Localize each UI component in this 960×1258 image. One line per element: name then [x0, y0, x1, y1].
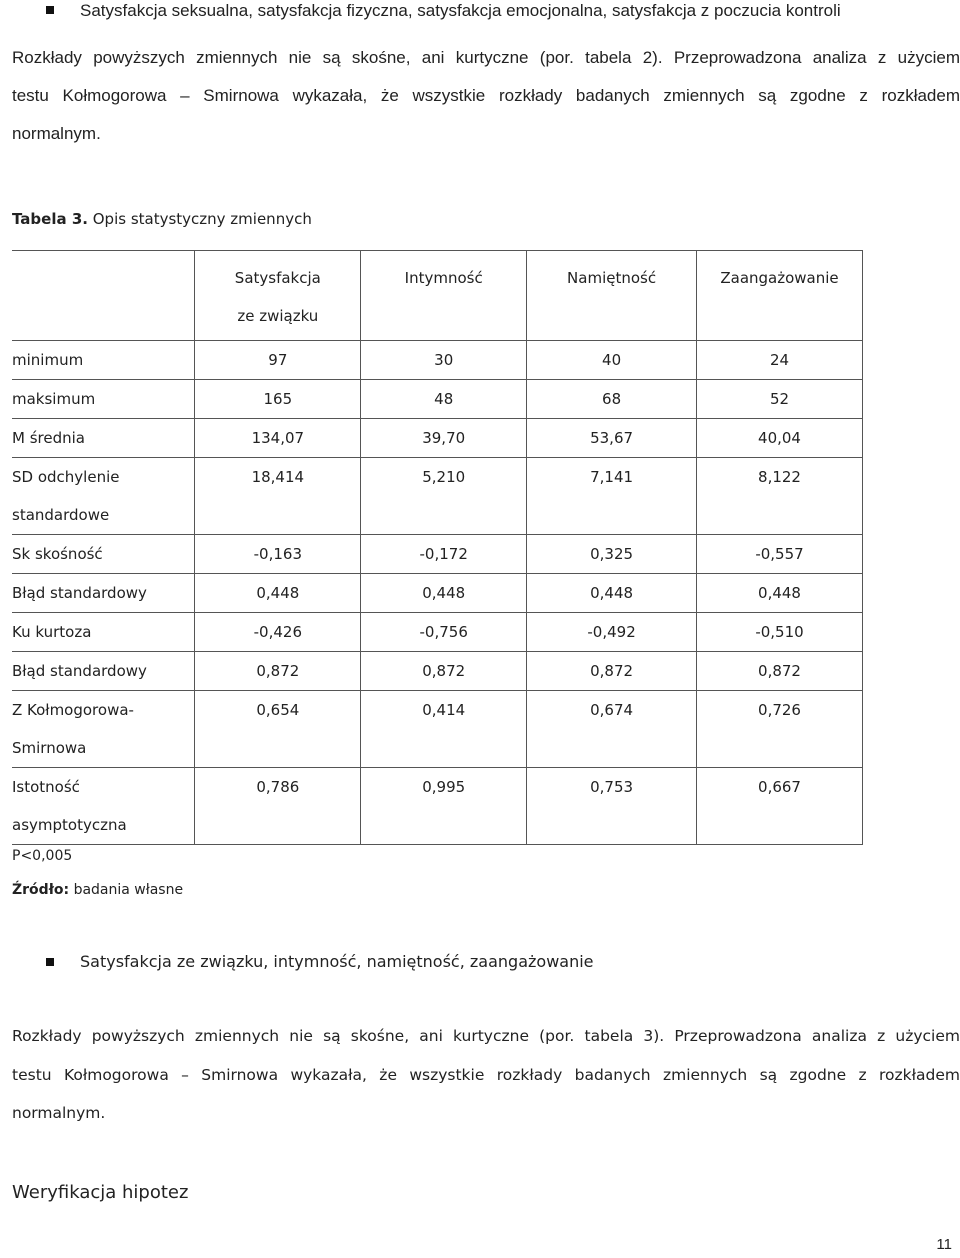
cell-value: 0,448	[590, 584, 634, 602]
table-cell-value	[697, 419, 863, 458]
table-caption-text: Opis statystyczny zmiennych	[92, 210, 312, 228]
table-row	[12, 768, 863, 845]
table-caption-label: Tabela 3.	[12, 210, 88, 228]
para2-line3: normalnym.	[12, 1104, 106, 1122]
table-cell-value	[195, 768, 361, 845]
top-bullet-text: Satysfakcja seksualna, satysfakcja fizyczna, satysfakcja emocjonalna, satysfakcja z poczucia kontroli	[80, 1, 841, 20]
row-label-line2: standardowe	[12, 506, 110, 524]
row-label	[12, 419, 195, 458]
bullet-marker	[46, 958, 54, 966]
cell-value: -0,163	[253, 545, 302, 563]
table-cell-value	[361, 613, 527, 652]
row-label	[12, 458, 195, 535]
cell-value: 48	[434, 390, 454, 408]
header-empty-cell	[12, 251, 195, 341]
cell-value: 18,414	[251, 468, 305, 486]
second-bullet-text: Satysfakcja ze związku, intymność, namiętność, zaangażowanie	[80, 952, 594, 971]
cell-value: 40	[602, 351, 622, 369]
table-cell-value	[361, 574, 527, 613]
cell-value: 40,04	[758, 429, 801, 447]
row-label-line2: Smirnowa	[12, 739, 87, 757]
row-label-line1: Istotność	[12, 778, 80, 796]
table-header-row	[12, 251, 863, 341]
table-cell-value	[527, 341, 697, 380]
table-cell-value	[195, 380, 361, 419]
cell-value: 0,448	[256, 584, 300, 602]
cell-value: -0,492	[587, 623, 636, 641]
row-label-line1: SD odchylenie	[12, 468, 120, 486]
table-cell-value	[361, 341, 527, 380]
table-cell-value	[361, 419, 527, 458]
row-label-line2: asymptotyczna	[12, 816, 127, 834]
statistics-table	[12, 250, 863, 845]
table-row	[12, 574, 863, 613]
table-cell-value	[697, 574, 863, 613]
table-cell-value	[195, 535, 361, 574]
row-label	[12, 652, 195, 691]
table-cell-value	[527, 691, 697, 768]
table-cell-value	[527, 535, 697, 574]
row-label	[12, 574, 195, 613]
cell-value: -0,172	[419, 545, 468, 563]
cell-value: 0,654	[256, 701, 300, 719]
table-cell-value	[361, 768, 527, 845]
table-cell-value	[697, 768, 863, 845]
cell-value: 7,141	[590, 468, 634, 486]
cell-value: 0,872	[256, 662, 300, 680]
row-label-line1: Ku kurtoza	[12, 623, 92, 641]
table-cell-value	[361, 652, 527, 691]
bullet-marker	[46, 6, 54, 14]
para1-line3: normalnym.	[12, 124, 101, 143]
table-cell-value	[195, 613, 361, 652]
table-row	[12, 380, 863, 419]
cell-value: 0,786	[256, 778, 300, 796]
table-row	[12, 458, 863, 535]
column-header-line1: Intymność	[404, 269, 483, 287]
p-value-note: P<0,005	[12, 848, 73, 864]
row-label	[12, 380, 195, 419]
row-label-line1: Sk skośność	[12, 545, 103, 563]
cell-value: 5,210	[422, 468, 466, 486]
cell-value: 0,995	[422, 778, 466, 796]
cell-value: 0,325	[590, 545, 634, 563]
cell-value: 30	[434, 351, 454, 369]
page-number: 11	[936, 1236, 952, 1253]
cell-value: 97	[268, 351, 288, 369]
cell-value: 0,872	[590, 662, 634, 680]
cell-value: 0,872	[422, 662, 466, 680]
cell-value: -0,510	[755, 623, 804, 641]
row-label-line1: Błąd standardowy	[12, 584, 147, 602]
cell-value: -0,756	[419, 623, 468, 641]
cell-value: 68	[602, 390, 622, 408]
source-note	[12, 882, 183, 898]
table-cell-value	[697, 458, 863, 535]
cell-value: 0,448	[758, 584, 801, 602]
table-cell-value	[361, 458, 527, 535]
table-cell-value	[697, 535, 863, 574]
cell-value: 8,122	[758, 468, 801, 486]
table-cell-value	[527, 419, 697, 458]
column-header-line1: Zaangażowanie	[720, 269, 839, 287]
table-cell-value	[195, 341, 361, 380]
para1-line2: testu Kołmogorowa – Smirnowa wykazała, że wszystkie rozkłady badanych zmiennych są zgodne z rozkładem	[12, 86, 960, 105]
row-label-line1: Z Kołmogorowa-	[12, 701, 134, 719]
row-label	[12, 691, 195, 768]
column-header	[195, 251, 361, 341]
table-cell-value	[361, 380, 527, 419]
column-header-line1: Namiętność	[567, 269, 657, 287]
cell-value: 0,448	[422, 584, 466, 602]
cell-value: -0,557	[755, 545, 804, 563]
source-label: Źródło:	[12, 882, 70, 898]
table-cell-value	[527, 768, 697, 845]
cell-value: 52	[769, 390, 790, 408]
column-header	[527, 251, 697, 341]
row-label-line1: Błąd standardowy	[12, 662, 147, 680]
cell-value: 0,753	[590, 778, 634, 796]
table-cell-value	[195, 458, 361, 535]
table-row	[12, 341, 863, 380]
table-cell-value	[195, 652, 361, 691]
column-header-line1: Satysfakcja	[234, 269, 321, 287]
table-cell-value	[527, 458, 697, 535]
cell-value: 24	[769, 351, 790, 369]
cell-value: -0,426	[253, 623, 302, 641]
cell-value: 134,07	[251, 429, 305, 447]
row-label	[12, 613, 195, 652]
table-cell-value	[527, 380, 697, 419]
column-header-line2: ze związku	[237, 307, 319, 325]
table-row	[12, 419, 863, 458]
table-cell-value	[697, 652, 863, 691]
table-cell-value	[527, 574, 697, 613]
table-cell-value	[697, 691, 863, 768]
cell-value: 0,726	[758, 701, 801, 719]
table-cell-value	[697, 341, 863, 380]
table-cell-value	[195, 419, 361, 458]
row-label-line1: M średnia	[12, 429, 85, 447]
para2-line2: testu Kołmogorowa – Smirnowa wykazała, że wszystkie rozkłady badanych zmiennych są zgodne z rozkładem	[12, 1066, 960, 1084]
table-cell-value	[527, 652, 697, 691]
table-cell-value	[195, 574, 361, 613]
cell-value: 0,872	[758, 662, 801, 680]
column-header	[361, 251, 527, 341]
table-caption	[12, 210, 312, 228]
row-label-line1: minimum	[12, 351, 84, 369]
row-label	[12, 535, 195, 574]
para2-line1: Rozkłady powyższych zmiennych nie są skośne, ani kurtyczne (por. tabela 3). Przeprowadzona analiza z użyciem	[12, 1027, 960, 1045]
row-label-line1: maksimum	[12, 390, 96, 408]
source-text: badania własne	[73, 882, 184, 898]
row-label	[12, 341, 195, 380]
para1-line1: Rozkłady powyższych zmiennych nie są skośne, ani kurtyczne (por. tabela 2). Przeprowadzona analiza z użyciem	[12, 48, 960, 67]
row-label	[12, 768, 195, 845]
table-row	[12, 652, 863, 691]
table-cell-value	[361, 691, 527, 768]
cell-value: 0,414	[422, 701, 466, 719]
section-heading: Weryfikacja hipotez	[12, 1182, 189, 1203]
table-row	[12, 691, 863, 768]
cell-value: 53,67	[590, 429, 634, 447]
table-cell-value	[697, 380, 863, 419]
table-row	[12, 613, 863, 652]
cell-value: 0,667	[758, 778, 801, 796]
table-cell-value	[527, 613, 697, 652]
cell-value: 0,674	[590, 701, 634, 719]
column-header	[697, 251, 863, 341]
table-row	[12, 535, 863, 574]
table-cell-value	[697, 613, 863, 652]
table-cell-value	[195, 691, 361, 768]
cell-value: 165	[263, 390, 293, 408]
table-cell-value	[361, 535, 527, 574]
cell-value: 39,70	[422, 429, 466, 447]
